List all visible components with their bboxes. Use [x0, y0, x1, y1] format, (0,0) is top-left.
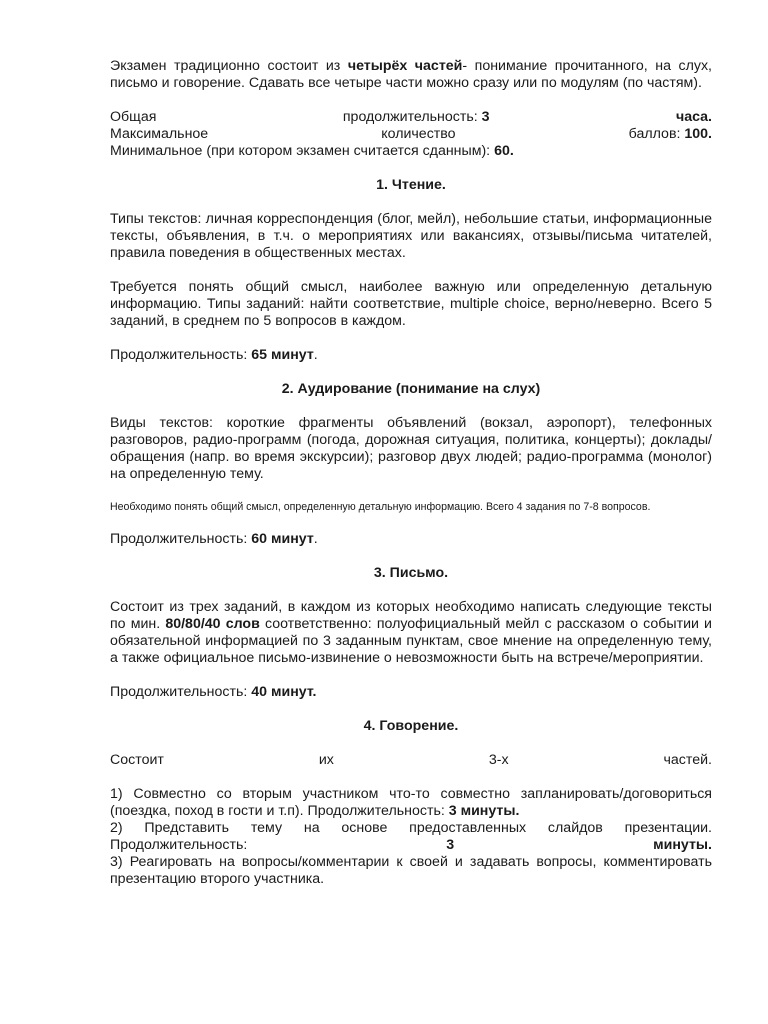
duration-label: Продолжительность: [110, 684, 252, 700]
reading-duration [110, 347, 712, 364]
intro-paragraph [110, 58, 712, 92]
summary-word: Максимальное [110, 126, 209, 142]
writing-duration [110, 684, 712, 701]
writing-description [110, 599, 712, 667]
duration-label: Продолжительность: [110, 531, 252, 547]
document-body [110, 58, 712, 888]
summary-word: Общая [110, 109, 157, 125]
section-title-speaking: 4. Говорение. [363, 718, 459, 734]
duration-label: Продолжительность: [110, 347, 252, 363]
summary-word-group [343, 109, 490, 126]
summary-word-group [629, 126, 712, 143]
speaking-item-duration: 3 [446, 837, 455, 853]
listening-types: Виды текстов: короткие фрагменты объявлений (вокзал, аэропорт), телефонных разговоров, радио-программ (погода, дорожная ситуация, политика, концерты); доклады/обращения (напр. во время экскурсии); разговор двух людей; радио-программа (монолог) на определенную тему. [110, 415, 712, 482]
speaking-items [110, 786, 712, 888]
max-score-value: 100. [684, 126, 712, 142]
speaking-item-text: 2) Представить тему на основе предоставленных слайдов презентации. Продолжительность: [110, 820, 712, 853]
speaking-item-text: 3) Реагировать на вопросы/комментарии к своей и задавать вопросы, комментировать презентацию второго участника. [110, 854, 712, 887]
intro-bold: четырёх частей [347, 58, 463, 74]
summary-word: баллов: [628, 126, 681, 142]
speaking-word: частей. [663, 752, 712, 768]
duration-value: 65 минут [251, 347, 314, 363]
speaking-item-text: 1) Совместно со вторым участником что-то совместно запланировать/договориться (поездка, поход в гости и т.п). Продолжительность: [110, 786, 712, 819]
min-score-value: 60. [494, 143, 514, 159]
summary-block [110, 109, 712, 160]
intro-text-rest: - понимание прочитанного, на слух, письмо и говорение. Сдавать все четыре части можно сразу или по модулям (по частям). [110, 58, 712, 91]
listening-task: Необходимо понять общий смысл, определенную детальную информацию. Всего 4 задания по 7-8 вопросов. [110, 501, 651, 513]
intro-text: Экзамен традиционно состоит из [110, 58, 348, 74]
section-title-reading: 1. Чтение. [376, 177, 446, 193]
writing-text-rest: соответственно: полуофициальный мейл с рассказом о событии и обязательной информацией по 3 заданным пунктам, свое мнение на определенную тему, а также официальное письмо-извинение о невозможности быть на встрече/мероприятии. [110, 616, 712, 666]
reading-types: Типы текстов: личная корреспонденция (блог, мейл), небольшие статьи, информационные тексты, объявления, в т.ч. о мероприятиях или вакансиях, отзывы/письма читателей, правила поведения в общественных местах. [110, 211, 712, 261]
duration-dot: . [313, 531, 318, 547]
duration-dot: . [313, 347, 318, 363]
summary-word: количество [381, 126, 456, 142]
duration-value: 60 минут [251, 531, 314, 547]
summary-word: продолжительность: [342, 109, 478, 125]
speaking-word: Состоит [110, 752, 164, 768]
min-score-line [110, 143, 712, 160]
max-score-line [110, 126, 712, 143]
total-duration-unit: часа. [675, 109, 712, 125]
speaking-item-2 [110, 820, 712, 854]
total-duration-line [110, 109, 712, 126]
speaking-consists-line [110, 752, 712, 769]
section-title-writing: 3. Письмо. [373, 565, 449, 581]
total-duration-value: 3 [481, 109, 490, 125]
listening-duration [110, 531, 712, 548]
section-title-listening: 2. Аудирование (понимание на слух) [281, 381, 541, 397]
speaking-word: их [318, 752, 334, 768]
min-score-text: Минимальное (при котором экзамен считается сданным): [110, 143, 491, 159]
speaking-item-duration: 3 минуты. [448, 803, 520, 819]
reading-task: Требуется понять общий смысл, наиболее важную или определенную детальную информацию. Типы заданий: найти соответствие, multiple choice, верно/неверно. Всего 5 заданий, в среднем по 5 вопросов в каждом. [110, 279, 712, 329]
speaking-item-3 [110, 854, 712, 888]
duration-value: 40 минут. [251, 684, 317, 700]
writing-text: Состоит из трех заданий, в каждом из которых необходимо написать следующие тексты по мин. [110, 599, 712, 632]
writing-word-count: 80/80/40 слов [165, 616, 260, 632]
speaking-word: 3-х [488, 752, 509, 768]
speaking-item-unit: минуты. [653, 837, 712, 853]
speaking-item-1 [110, 786, 712, 820]
